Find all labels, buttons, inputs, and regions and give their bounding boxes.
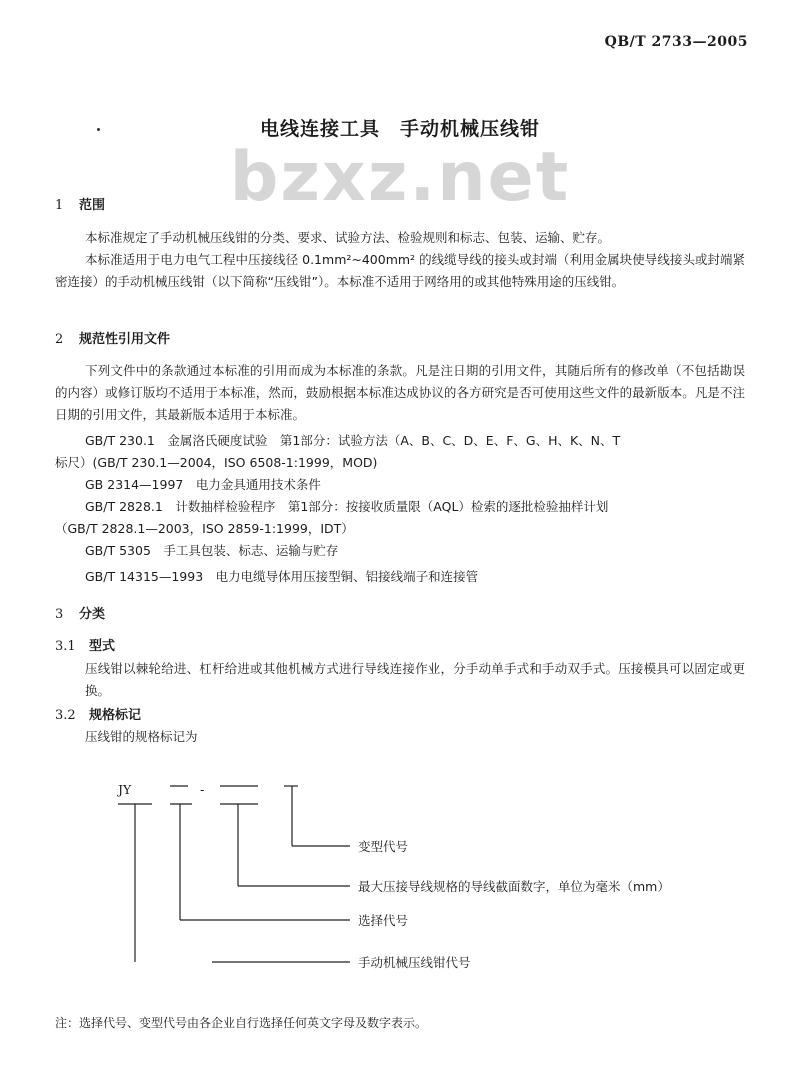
designation-dash: - — [200, 782, 205, 797]
watermark: bzxz.net — [229, 138, 571, 217]
label-max-cross-section: 最大压接导线规格的导线截面数字，单位为毫米（mm） — [358, 879, 670, 894]
designation-note: 注：选择代号、变型代号由各企业自行选择任何英文字母及数字表示。 — [55, 1016, 428, 1030]
standard-number: QB/T 2733—2005 — [604, 34, 748, 50]
designation-code: JY — [118, 782, 132, 797]
section-3-heading: 3 分类 — [55, 607, 106, 622]
label-tool-code: 手动机械压线钳代号 — [358, 955, 471, 970]
section-3-1-para: 压线钳以棘轮给进、杠杆给进或其他机械方式进行导线连接作业，分手动单手式和手动双手式。压接模具可以固定或更换。 — [85, 661, 745, 698]
section-3-2-heading: 3.2 规格标记 — [55, 708, 142, 723]
reference-item: GB 2314—1997 电力金具通用技术条件 — [85, 477, 321, 492]
section-2-heading: 2 规范性引用文件 — [55, 332, 171, 347]
reference-item: GB/T 5305 手工具包装、标志、运输与贮存 — [85, 543, 339, 558]
section-1-para-2: 本标准适用于电力电气工程中压接线径 0.1mm²~400mm² 的线缆导线的接头或封端（利用金属块使导线接头或封端紧密连接）的手动机械压线钳（以下简称“压线钳”）。本标准不适用于网络用的或其他特殊用途的压线钳。 — [55, 252, 745, 289]
section-2-para-1: 下列文件中的条款通过本标准的引用而成为本标准的条款。凡是注日期的引用文件，其随后所有的修改单（不包括勘误的内容）或修订版均不适用于本标准，然而，鼓励根据本标准达成协议的各方研究是否可使用这些文件的最新版本。凡是不注日期的引用文件，其最新版本适用于本标准。 — [55, 363, 745, 422]
reference-item: GB/T 14315—1993 电力电缆导体用压接型铜、铝接线端子和连接管 — [85, 569, 479, 584]
designation-diagram — [0, 776, 800, 996]
section-1-para-1: 本标准规定了手动机械压线钳的分类、要求、试验方法、检验规则和标志、包装、运输、贮存。 — [85, 230, 611, 245]
section-3-1-heading: 3.1 型式 — [55, 639, 116, 654]
section-1-heading: 1 范围 — [55, 198, 106, 213]
label-variant-code: 变型代号 — [358, 839, 409, 854]
reference-item: GB/T 230.1 金属洛氏硬度试验 第1部分：试验方法（A、B、C、D、E、F、G、H、K、N、T 标尺）(GB/T 230.1—2004，ISO 6508-1:1999，MOD) — [55, 433, 621, 470]
reference-item: GB/T 2828.1 计数抽样检验程序 第1部分：按接收质量限（AQL）检索的逐批检验抽样计划 （GB/T 2828.1—2003，ISO 2859-1:1999，IDT） — [55, 499, 609, 536]
document-title: 电线连接工具 手动机械压线钳 — [259, 118, 540, 140]
label-selection-code: 选择代号 — [358, 913, 409, 928]
section-3-2-para: 压线钳的规格标记为 — [85, 729, 198, 744]
scan-dot — [97, 128, 100, 131]
